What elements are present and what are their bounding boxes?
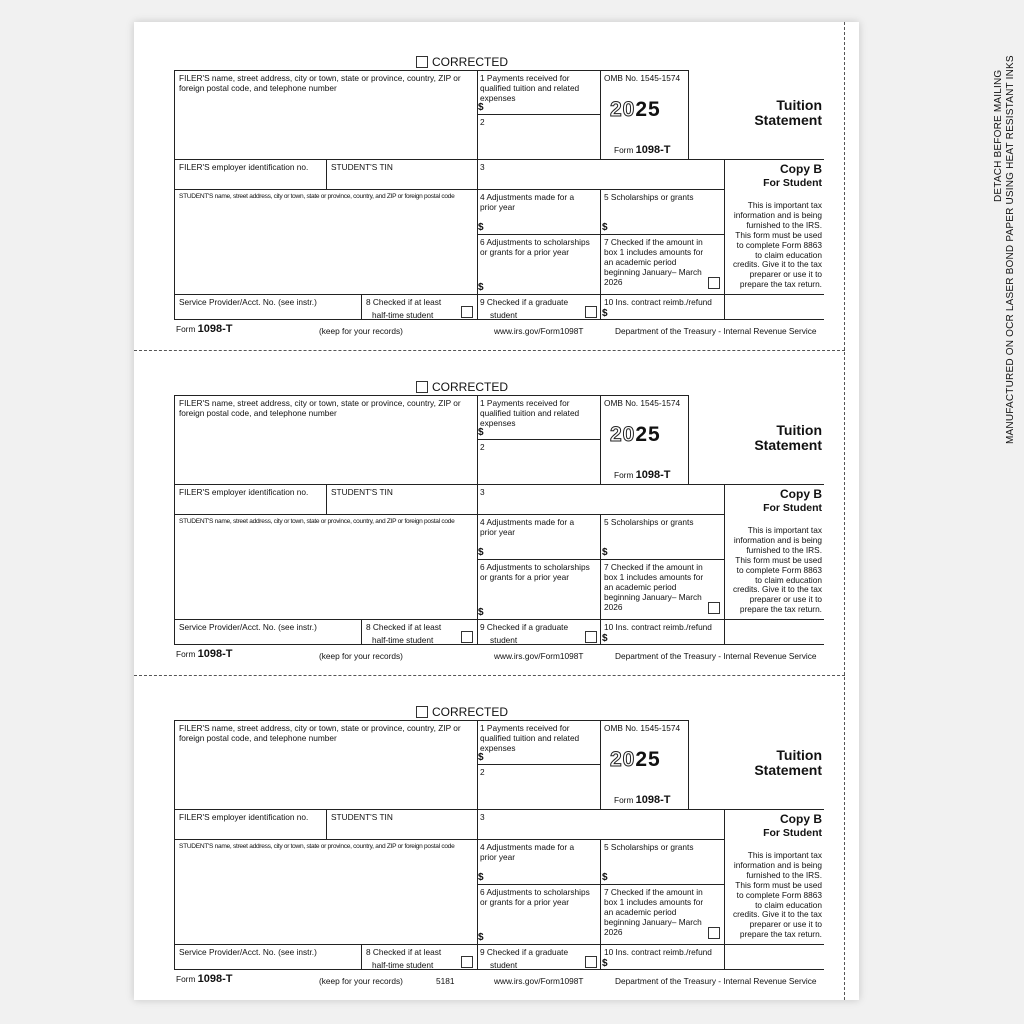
form-id-top: Form 1098-T [614,469,671,481]
copy-b-heading: Copy B [780,162,822,176]
box7-label: 7 Checked if the amount in box 1 includes amounts for an academic period beginning January– March 2026 [604,237,704,287]
box3-label: 3 [480,812,485,822]
box10-label: 10 Ins. contract reimb./refund [604,622,712,632]
box6-dollar: $ [478,932,484,943]
detach-text: DETACH BEFORE MAILING [993,69,1004,202]
box4-label: 4 Adjustments made for a prior year [480,192,575,212]
copy-b-note: This is important tax information and is being furnished to the IRS. This form must be used to complete Form 8863 to claim education credits. Give it to the tax preparer or use it to prepare the tax return. [733,525,822,615]
box8-label-2: half-time student [372,310,434,320]
irs-url: www.irs.gov/Form1098T [494,651,584,661]
side-margin-text [981,22,1015,1000]
box4-dollar: $ [478,222,484,233]
box1-dollar: $ [478,752,484,763]
box4-dollar: $ [478,547,484,558]
box8-checkbox[interactable] [461,306,473,318]
box9-label-2: student [490,310,518,320]
box2-label: 2 [480,767,485,777]
box7-label: 7 Checked if the amount in box 1 includes amounts for an academic period beginning January– March 2026 [604,887,704,937]
form-id-top: Form 1098-T [614,144,671,156]
box8-checkbox[interactable] [461,956,473,968]
box6-label: 6 Adjustments to scholarships or grants for a prior year [480,562,590,582]
student-name-label: STUDENT'S name, street address, city or town, state or province, country, and ZIP or foreign postal code [179,843,455,850]
copy-b-note: This is important tax information and is being furnished to the IRS. This form must be used to complete Form 8863 to claim education credits. Give it to the tax preparer or use it to prepare the tax return. [733,200,822,290]
corrected-checkbox[interactable] [416,706,428,718]
filer-ein-label: FILER'S employer identification no. [179,812,309,822]
box9-label: 9 Checked if a graduate [480,297,569,307]
tax-year: 2025 [610,98,661,121]
for-student-label: For Student [763,177,822,189]
box5-dollar: $ [602,547,608,558]
form-title: Tuition Statement [754,747,822,778]
copy-b-heading: Copy B [780,812,822,826]
corrected-label: CORRECTED [432,380,509,394]
box6-dollar: $ [478,607,484,618]
box8-checkbox[interactable] [461,631,473,643]
student-name-field[interactable] [176,854,474,942]
student-name-field[interactable] [176,529,474,617]
box7-label: 7 Checked if the amount in box 1 includes amounts for an academic period beginning January– March 2026 [604,562,704,612]
box8-label-2: half-time student [372,960,434,970]
box6-dollar: $ [478,282,484,293]
form-id-footer: Form 1098-T [176,973,233,985]
keep-records-note: (keep for your records) [319,326,403,336]
box3-label: 3 [480,487,485,497]
omb-number: OMB No. 1545-1574 [604,73,681,83]
box10-dollar: $ [602,958,608,969]
box4-label: 4 Adjustments made for a prior year [480,517,575,537]
treasury-dept: Department of the Treasury - Internal Revenue Service [615,651,817,661]
box5-dollar: $ [602,222,608,233]
form-copy [174,702,824,1022]
student-name-label: STUDENT'S name, street address, city or town, state or province, country, and ZIP or foreign postal code [179,193,455,200]
stock-number: 5181 [436,976,455,986]
corrected-label: CORRECTED [432,55,509,69]
form-id-footer: Form 1098-T [176,323,233,335]
box10-dollar: $ [602,633,608,644]
form-title: Tuition Statement [754,97,822,128]
copy-b-note: This is important tax information and is being furnished to the IRS. This form must be used to complete Form 8863 to claim education credits. Give it to the tax preparer or use it to prepare the tax return. [733,850,822,940]
corrected-checkbox[interactable] [416,56,428,68]
box3-label: 3 [480,162,485,172]
box7-checkbox[interactable] [708,277,720,289]
box8-label: 8 Checked if at least [366,947,442,957]
form-id-top: Form 1098-T [614,794,671,806]
form-title: Tuition Statement [754,422,822,453]
box5-label: 5 Scholarships or grants [604,192,694,202]
filer-name-field[interactable] [176,96,474,156]
box2-label: 2 [480,117,485,127]
service-provider-label: Service Provider/Acct. No. (see instr.) [179,947,317,957]
student-tin-label: STUDENT'S TIN [331,162,393,172]
service-provider-label: Service Provider/Acct. No. (see instr.) [179,297,317,307]
filer-name-label: FILER'S name, street address, city or town, state or province, country, ZIP or foreign postal code, and telephone number [179,398,461,418]
student-tin-label: STUDENT'S TIN [331,812,393,822]
vertical-perforation [844,22,845,1000]
filer-ein-label: FILER'S employer identification no. [179,487,309,497]
form-sheet [134,22,1016,1000]
box5-label: 5 Scholarships or grants [604,517,694,527]
box1-dollar: $ [478,102,484,113]
form-copy [174,52,824,372]
student-name-field[interactable] [176,204,474,292]
treasury-dept: Department of the Treasury - Internal Revenue Service [615,326,817,336]
box4-dollar: $ [478,872,484,883]
box5-dollar: $ [602,872,608,883]
manufactured-text: MANUFACTURED ON OCR LASER BOND PAPER USING HEAT RESISTANT INKS [1005,55,1016,444]
copy-b-heading: Copy B [780,487,822,501]
service-provider-label: Service Provider/Acct. No. (see instr.) [179,622,317,632]
filer-name-field[interactable] [176,746,474,806]
box10-label: 10 Ins. contract reimb./refund [604,297,712,307]
box8-label: 8 Checked if at least [366,297,442,307]
box5-label: 5 Scholarships or grants [604,842,694,852]
box10-dollar: $ [602,308,608,319]
tax-year: 2025 [610,748,661,771]
filer-name-field[interactable] [176,421,474,481]
student-tin-label: STUDENT'S TIN [331,487,393,497]
filer-ein-label: FILER'S employer identification no. [179,162,309,172]
box8-label-2: half-time student [372,635,434,645]
box1-label: 1 Payments received for qualified tuition and related expenses [480,398,580,428]
irs-url: www.irs.gov/Form1098T [494,976,584,986]
irs-url: www.irs.gov/Form1098T [494,326,584,336]
box9-checkbox[interactable] [585,956,597,968]
treasury-dept: Department of the Treasury - Internal Revenue Service [615,976,817,986]
box9-label-2: student [490,635,518,645]
filer-name-label: FILER'S name, street address, city or town, state or province, country, ZIP or foreign postal code, and telephone number [179,73,461,93]
box2-label: 2 [480,442,485,452]
student-name-label: STUDENT'S name, street address, city or town, state or province, country, and ZIP or foreign postal code [179,518,455,525]
box10-label: 10 Ins. contract reimb./refund [604,947,712,957]
box6-label: 6 Adjustments to scholarships or grants for a prior year [480,237,590,257]
box1-label: 1 Payments received for qualified tuition and related expenses [480,723,580,753]
box1-label: 1 Payments received for qualified tuition and related expenses [480,73,580,103]
box7-checkbox[interactable] [708,927,720,939]
corrected-label: CORRECTED [432,705,509,719]
omb-number: OMB No. 1545-1574 [604,723,681,733]
box4-label: 4 Adjustments made for a prior year [480,842,575,862]
box9-checkbox[interactable] [585,631,597,643]
form-copy [174,377,824,697]
omb-number: OMB No. 1545-1574 [604,398,681,408]
for-student-label: For Student [763,502,822,514]
tax-year: 2025 [610,423,661,446]
keep-records-note: (keep for your records) [319,976,403,986]
box9-label: 9 Checked if a graduate [480,622,569,632]
filer-name-label: FILER'S name, street address, city or town, state or province, country, ZIP or foreign postal code, and telephone number [179,723,461,743]
box1-dollar: $ [478,427,484,438]
corrected-checkbox[interactable] [416,381,428,393]
box6-label: 6 Adjustments to scholarships or grants for a prior year [480,887,590,907]
for-student-label: For Student [763,827,822,839]
box7-checkbox[interactable] [708,602,720,614]
box9-checkbox[interactable] [585,306,597,318]
box9-label-2: student [490,960,518,970]
box8-label: 8 Checked if at least [366,622,442,632]
keep-records-note: (keep for your records) [319,651,403,661]
box9-label: 9 Checked if a graduate [480,947,569,957]
form-id-footer: Form 1098-T [176,648,233,660]
